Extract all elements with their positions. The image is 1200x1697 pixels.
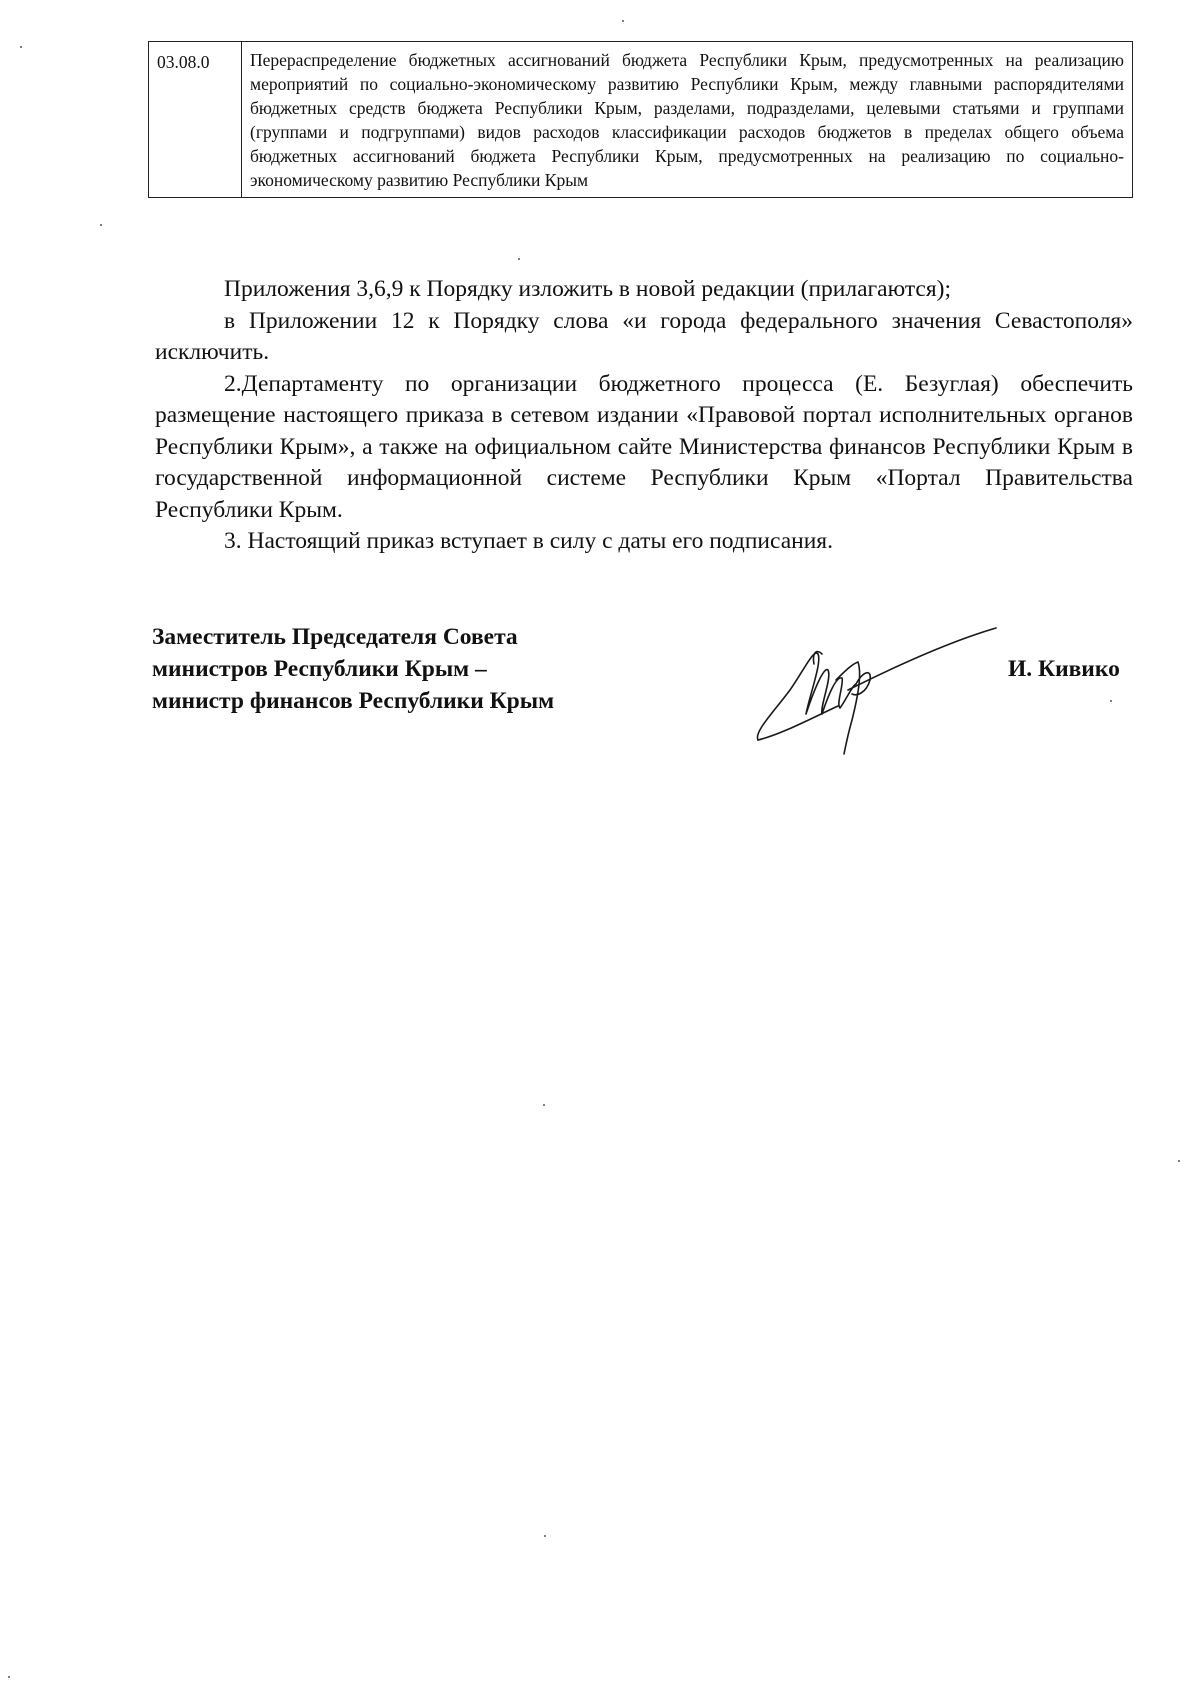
order-body <box>155 274 1133 558</box>
handwritten-signature <box>752 624 1000 756</box>
signatory-title <box>152 621 554 717</box>
table-row <box>149 42 1133 198</box>
paragraph-effective-date: 3. Настоящий приказ вступает в силу с даты его подписания. <box>224 528 833 554</box>
budget-code-cell: 03.08.0 <box>149 42 242 198</box>
paragraph-appendix-12: в Приложении 12 к Порядку слова «и города федерального значения Севастополя» исключить. <box>155 307 1133 365</box>
budget-description-cell: Перераспределение бюджетных ассигнований бюджета Республики Крым, предусмотренных на реализацию мероприятий по социально-экономическому развитию Республики Крым, между главными распорядителями бюджетных средств бюджета Республики Крым, разделами, подразделами, целевыми статьями и группами (группами и подгруппами) видов расходов классификации расходов бюджетов в пределах общего объема бюджетных ассигнований бюджета Республики Крым, предусмотренных на реализацию по социально-экономическому развитию Республики Крым <box>242 42 1133 198</box>
scan-speck <box>622 20 624 22</box>
scan-speck <box>20 46 22 48</box>
signatory-title-line: министр финансов Республики Крым <box>152 688 555 714</box>
scan-speck <box>544 1535 546 1537</box>
scan-speck <box>1110 700 1112 702</box>
paragraph-publication: 2.Департаменту по организации бюджетного процесса (Е. Безуглая) обеспечить размещение настоящего приказа в сетевом издании «Правовой портал исполнительных органов Республики Крым», а также на официальном сайте Министерства финансов Республики Крым в государственной информационной системе Республики Крым «Портал Правительства Республики Крым. <box>155 370 1133 523</box>
scan-speck <box>543 1104 545 1106</box>
signatory-title-line: Заместитель Председателя Совета <box>152 624 518 650</box>
budget-code-table <box>148 41 1133 198</box>
paragraph-appendices: Приложения 3,6,9 к Порядку изложить в новой редакции (прилагаются); <box>224 276 951 302</box>
scan-speck <box>1178 1160 1180 1162</box>
scan-speck <box>518 258 520 260</box>
signatory-title-line: министров Республики Крым – <box>152 656 487 682</box>
scan-speck <box>100 224 102 226</box>
scan-speck <box>8 1676 10 1678</box>
signatory-name: И. Кивико <box>1008 656 1120 682</box>
